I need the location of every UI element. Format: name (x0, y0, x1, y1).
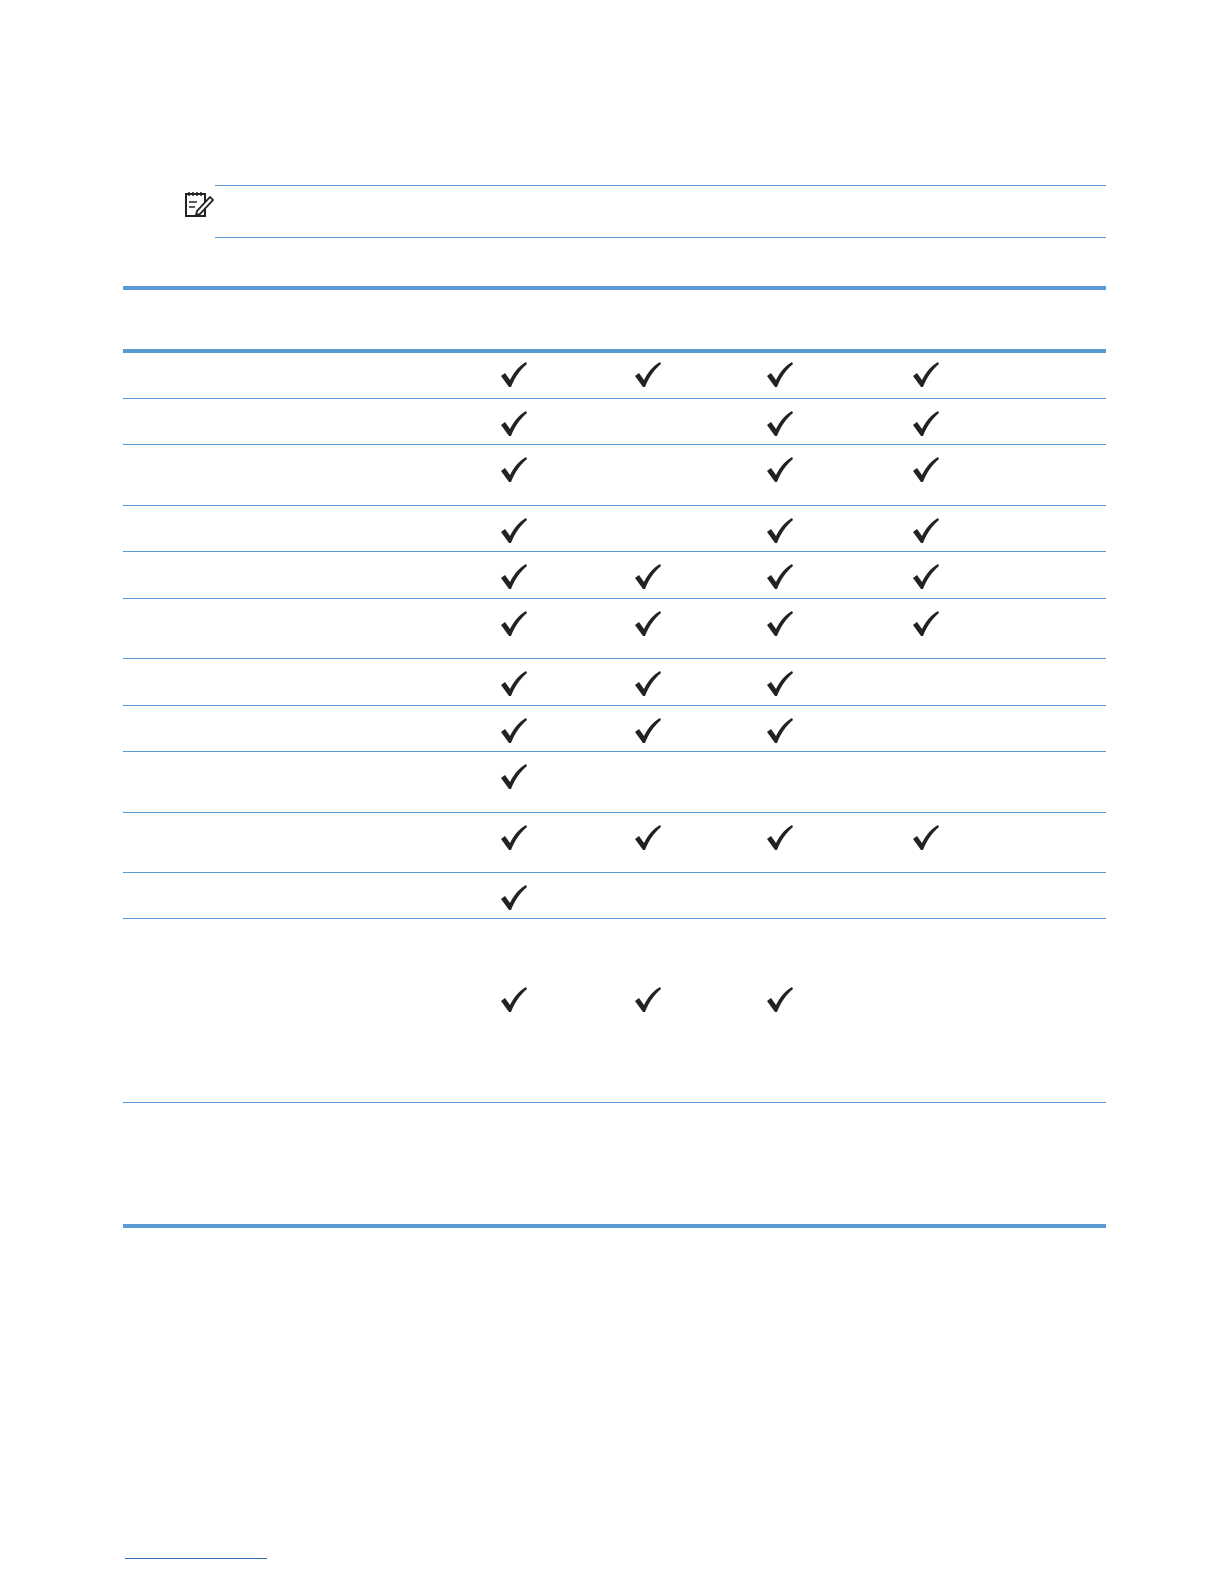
check-mark-icon (499, 410, 529, 438)
check-mark-icon (499, 824, 529, 852)
check-mark-icon (499, 517, 529, 545)
table-row-rule (123, 751, 1106, 752)
check-mark-icon (499, 763, 529, 791)
check-mark-icon (765, 410, 795, 438)
table-row-rule (123, 658, 1106, 659)
check-mark-icon (633, 824, 663, 852)
check-mark-icon (911, 456, 941, 484)
check-mark-icon (633, 670, 663, 698)
table-row-rule (123, 918, 1106, 919)
check-mark-icon (499, 361, 529, 389)
check-mark-icon (499, 670, 529, 698)
check-mark-icon (765, 563, 795, 591)
check-mark-icon (911, 410, 941, 438)
check-mark-icon (499, 717, 529, 745)
check-mark-icon (765, 610, 795, 638)
check-mark-icon (765, 717, 795, 745)
check-mark-icon (765, 824, 795, 852)
table-row-rule (123, 598, 1106, 599)
table-row-rule (123, 505, 1106, 506)
check-mark-icon (765, 670, 795, 698)
note-icon (183, 189, 215, 221)
check-mark-icon (765, 361, 795, 389)
check-mark-icon (499, 884, 529, 912)
check-mark-icon (633, 361, 663, 389)
check-mark-icon (911, 517, 941, 545)
table-row-rule (123, 872, 1106, 873)
table-row-rule (123, 444, 1106, 445)
footer-link-underline (125, 1558, 267, 1559)
note-top-rule (215, 185, 1106, 186)
check-mark-icon (911, 610, 941, 638)
table-row-rule (123, 1102, 1106, 1103)
check-mark-icon (633, 717, 663, 745)
check-mark-icon (499, 986, 529, 1014)
table-row-rule (123, 551, 1106, 552)
note-bottom-rule (215, 237, 1106, 238)
table-row-rule (123, 812, 1106, 813)
table-row-rule (123, 398, 1106, 399)
check-mark-icon (911, 563, 941, 591)
check-mark-icon (499, 610, 529, 638)
check-mark-icon (499, 456, 529, 484)
table-header-rule (123, 349, 1106, 353)
check-mark-icon (765, 986, 795, 1014)
check-mark-icon (765, 517, 795, 545)
check-mark-icon (633, 563, 663, 591)
table-bottom-rule (123, 1224, 1106, 1228)
table-top-rule (123, 286, 1106, 290)
check-mark-icon (633, 610, 663, 638)
check-mark-icon (911, 361, 941, 389)
check-mark-icon (765, 456, 795, 484)
check-mark-icon (633, 986, 663, 1014)
check-mark-icon (911, 824, 941, 852)
check-mark-icon (499, 563, 529, 591)
table-row-rule (123, 705, 1106, 706)
